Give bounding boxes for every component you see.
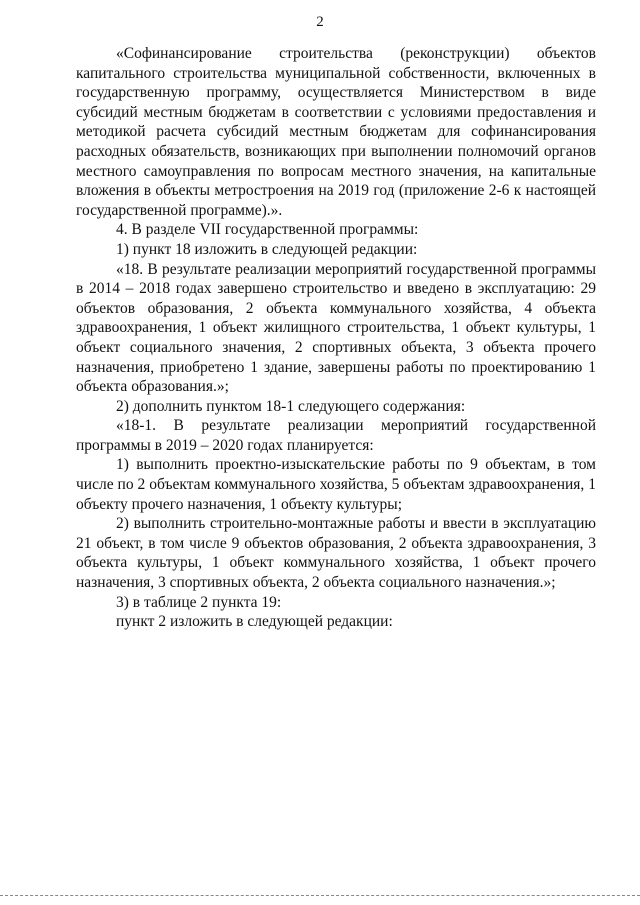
paragraph-item-18-intro: 1) пункт 18 изложить в следующей редакции: — [116, 240, 418, 258]
scan-edge-line — [0, 895, 640, 896]
paragraph-item-18-1-intro: 2) дополнить пунктом 18-1 следующего содержания: — [116, 397, 466, 415]
paragraph-section-7: 4. В разделе VII государственной программы: — [116, 221, 419, 239]
paragraph-item-18-1-text: «18-1. В результате реализации мероприятий государственной программы в 2019 – 2020 годах планируется: — [76, 417, 596, 454]
paragraph-cofinancing: «Софинансирование строительства (реконструкции) объектов капитального строительства муниципальной собственности, включенных в государственную программу, осуществляется Министерством в виде субсидий местным бюджетам в соответствии с условиями предоставления и методикой расчета субсидий местным бюджетам для софинансирования расходных обязательств, возникающих при выполнении полномочий органов местного самоуправления по вопросам местного значения, на капитальные вложения в объекты метростроения на 2019 год (приложение 2-6 к настоящей государственной программе).». — [76, 45, 596, 219]
page-number: 2 — [316, 14, 324, 30]
paragraph-construction-works: 2) выполнить строительно-монтажные работы и ввести в эксплуатацию 21 объект, в том числе 9 объектов образования, 2 объекта здравоохранения, 3 объекта культуры, 1 объект коммунального хозяйства, 1 объект прочего назначения, 3 спортивных объекта, 2 объекта социального назначения.»; — [76, 515, 596, 592]
paragraph-table-2: 3) в таблице 2 пункта 19: — [116, 593, 282, 611]
document-body — [76, 44, 596, 632]
paragraph-survey-works: 1) выполнить проектно-изыскательские работы по 9 объектам, в том числе по 2 объектам коммунального хозяйства, 5 объектам здравоохранения, 1 объекту прочего назначения, 1 объекту культуры; — [76, 456, 596, 513]
paragraph-item-2: пункт 2 изложить в следующей редакции: — [116, 613, 393, 631]
paragraph-item-18-text: «18. В результате реализации мероприятий государственной программы в 2014 – 2018 годах завершено строительство и введено в эксплуатацию: 29 объектов образования, 2 объекта коммунального хозяйства, 4 объекта здравоохранения, 1 объект жилищного строительства, 1 объект культуры, 1 объект социального значения, 2 спортивных объекта, 3 объекта прочего назначения, приобретено 1 здание, завершены работы по проектированию 1 объекта образования.»; — [76, 260, 596, 396]
